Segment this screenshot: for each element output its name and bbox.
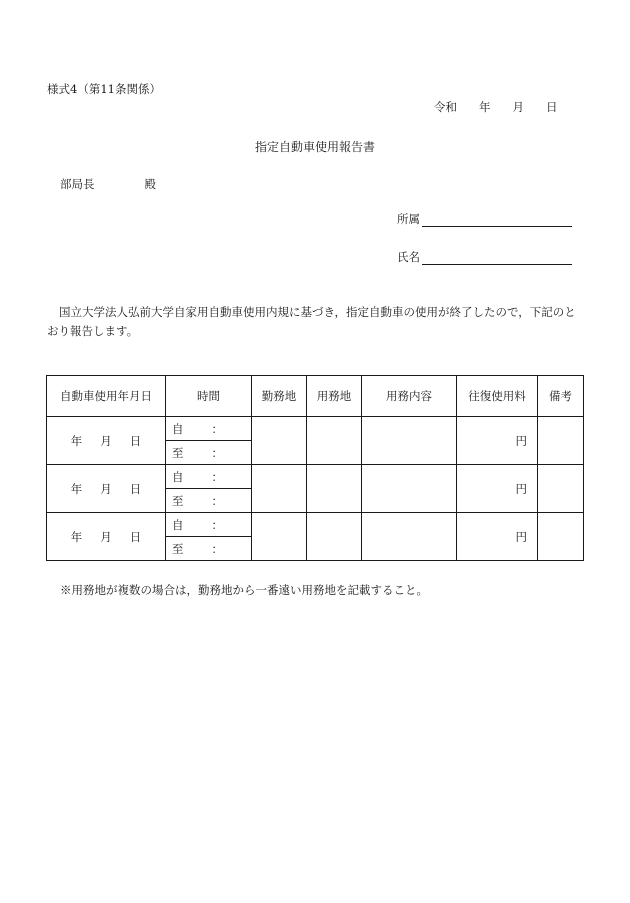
yen-label: 円 (515, 529, 527, 544)
header-destination: 用務地 (307, 376, 362, 417)
colon: ： (211, 445, 223, 460)
to-label: 至 (172, 445, 184, 460)
colon: ： (211, 517, 223, 532)
day-unit: 日 (546, 100, 558, 114)
footnote: ※用務地が複数の場合は，勤務地から一番遠い用務地を記載すること。 (60, 583, 428, 597)
fee-cell[interactable] (457, 513, 538, 561)
remarks-cell[interactable] (538, 417, 584, 465)
usage-table (46, 375, 584, 561)
name-field[interactable] (422, 252, 572, 265)
from-label: 自 (172, 517, 184, 532)
year-unit: 年 (479, 100, 491, 114)
destination-cell[interactable] (307, 513, 362, 561)
day-unit: 日 (129, 481, 142, 496)
time-to-cell[interactable] (166, 489, 252, 513)
date-cell[interactable] (47, 465, 166, 513)
era-label: 令和 (434, 100, 457, 114)
year-unit: 年 (70, 481, 83, 496)
report-date (434, 99, 558, 115)
affiliation-row (397, 211, 572, 227)
header-remarks: 備考 (538, 376, 584, 417)
workplace-cell[interactable] (252, 465, 307, 513)
fee-cell[interactable] (457, 465, 538, 513)
form-number: 様式4（第11条関係） (47, 82, 161, 96)
day-unit: 日 (129, 529, 142, 544)
table-row (47, 513, 584, 537)
year-unit: 年 (70, 529, 83, 544)
colon: ： (211, 493, 223, 508)
month-unit: 月 (100, 529, 112, 544)
time-to-cell[interactable] (166, 441, 252, 465)
day-unit: 日 (129, 433, 142, 448)
workplace-cell[interactable] (252, 417, 307, 465)
time-from-cell[interactable] (166, 417, 252, 441)
time-from-cell[interactable] (166, 465, 252, 489)
month-unit: 月 (512, 100, 524, 114)
addressee-label: 部局長 (60, 177, 95, 191)
body-paragraph: 国立大学法人弘前大学自家用自動車使用内規に基づき，指定自動車の使用が終了したので，下記のとおり報告します。 (47, 305, 576, 338)
header-usage-date: 自動車使用年月日 (47, 376, 166, 417)
business-content-cell[interactable] (362, 417, 457, 465)
business-content-cell[interactable] (362, 465, 457, 513)
destination-cell[interactable] (307, 417, 362, 465)
time-from-cell[interactable] (166, 513, 252, 537)
header-time: 時間 (166, 376, 252, 417)
date-cell[interactable] (47, 417, 166, 465)
workplace-cell[interactable] (252, 513, 307, 561)
name-row (397, 249, 572, 265)
to-label: 至 (172, 493, 184, 508)
from-label: 自 (172, 469, 184, 484)
header-round-trip-fee: 往復使用料 (457, 376, 538, 417)
colon: ： (211, 421, 223, 436)
destination-cell[interactable] (307, 465, 362, 513)
yen-label: 円 (515, 481, 527, 496)
year-unit: 年 (70, 433, 83, 448)
table-row (47, 465, 584, 489)
colon: ： (211, 469, 223, 484)
header-business-content: 用務内容 (362, 376, 457, 417)
business-content-cell[interactable] (362, 513, 457, 561)
colon: ： (211, 541, 223, 556)
document-title: 指定自動車使用報告書 (254, 140, 375, 154)
remarks-cell[interactable] (538, 513, 584, 561)
month-unit: 月 (100, 481, 112, 496)
affiliation-field[interactable] (422, 214, 572, 227)
fee-cell[interactable] (457, 417, 538, 465)
time-to-cell[interactable] (166, 537, 252, 561)
table-header-row (47, 376, 584, 417)
affiliation-label: 所属 (397, 212, 420, 226)
name-label: 氏名 (397, 250, 420, 264)
yen-label: 円 (515, 433, 527, 448)
from-label: 自 (172, 421, 184, 436)
remarks-cell[interactable] (538, 465, 584, 513)
month-unit: 月 (100, 433, 112, 448)
addressee (60, 176, 156, 192)
to-label: 至 (172, 541, 184, 556)
table-row (47, 417, 584, 441)
honorific: 殿 (144, 177, 156, 191)
date-cell[interactable] (47, 513, 166, 561)
header-workplace: 勤務地 (252, 376, 307, 417)
